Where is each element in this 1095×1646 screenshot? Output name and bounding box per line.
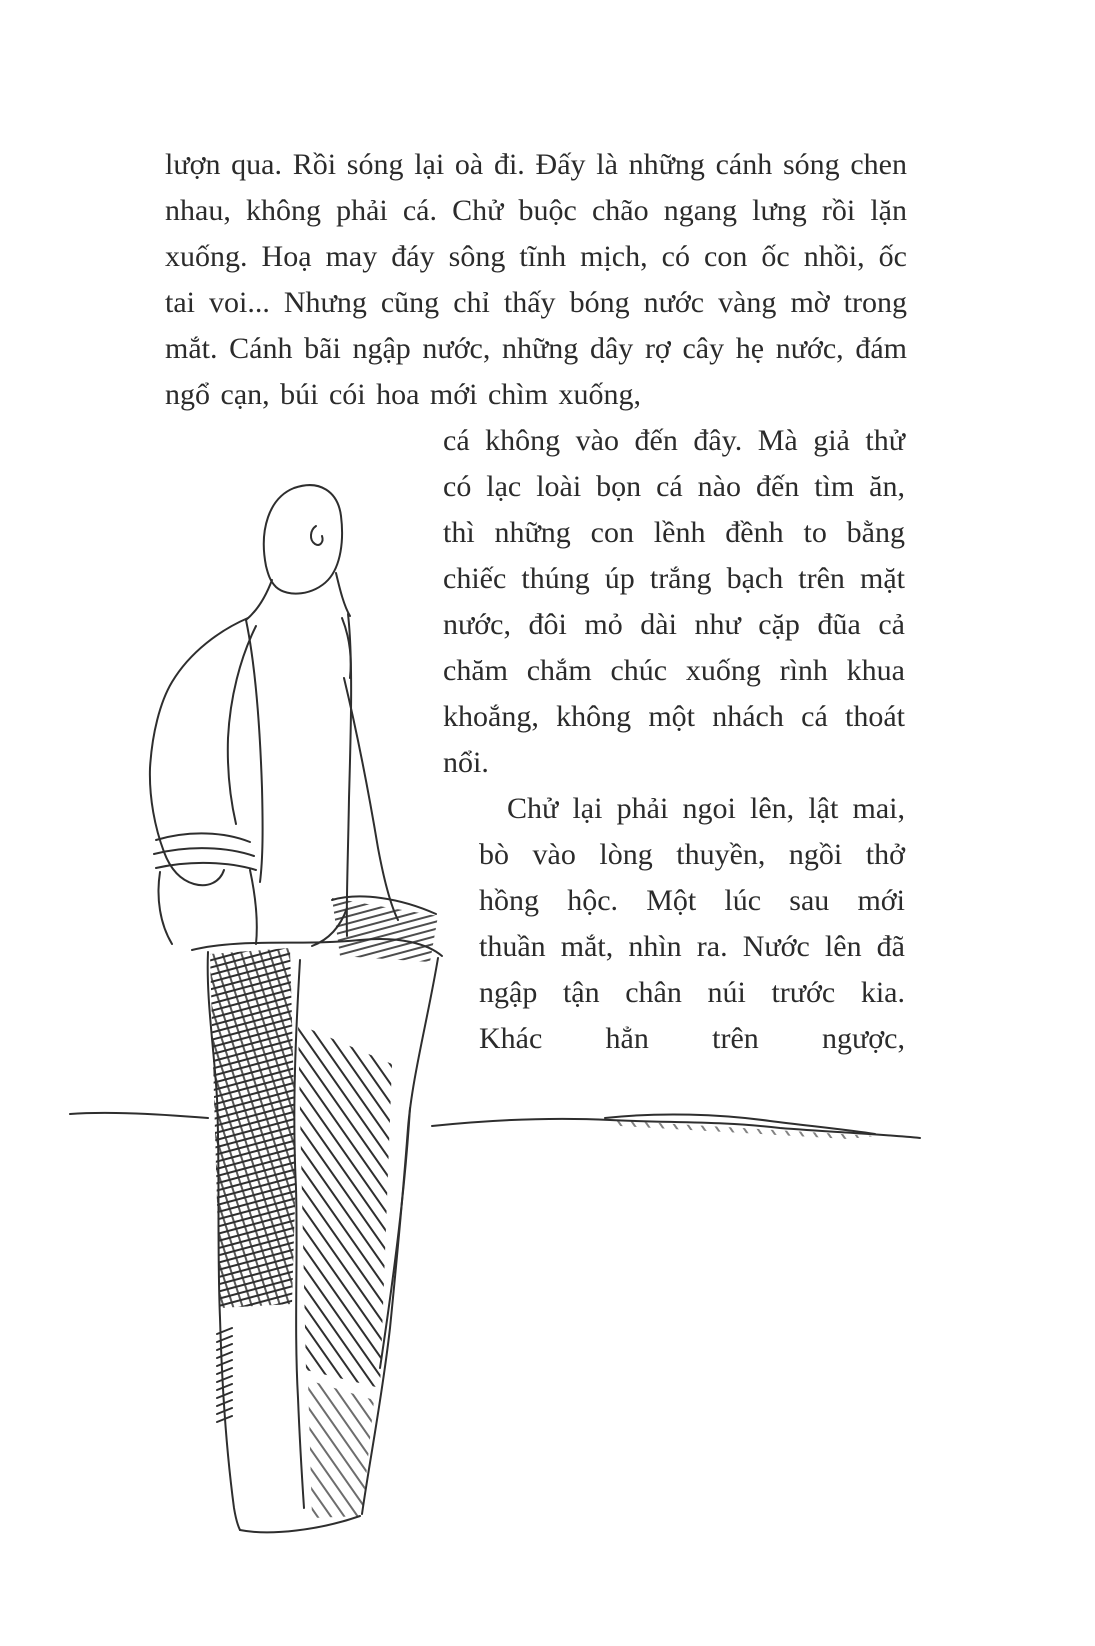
rock xyxy=(192,939,442,1532)
paragraph-2: Chử lại phải ngoi lên, lật mai, bò vào lòng thuyền, ngồi thở hồng hộc. Một lúc sau mới thuần mắt, nhìn ra. Nước lên đã ngập tận chân núi trước kia. Khác hẳn trên ngược, xyxy=(479,792,905,1055)
crouching-figure xyxy=(150,485,438,962)
paragraph-1-wrapped: cá không vào đến đây. Mà giả thử có lạc loài bọn cá nào đến tìm ăn, thì những con lềnh đềnh to bằng chiếc thúng úp trắng bạch trên mặt nước, đôi mỏ dài như cặp đũa cả chăm chắm chúc xuống rình khua khoắng, không một nhách cá thoát nổi. xyxy=(443,424,905,779)
paragraph-1-top: lượn qua. Rồi sóng lại oà đi. Đấy là những cánh sóng chen nhau, không phải cá. Chử buộc chão ngang lưng rồi lặn xuống. Hoạ may đáy sông tĩnh mịch, có con ốc nhồi, ốc tai voi... Nhưng cũng chỉ thấy bóng nước vàng mờ trong mắt. Cánh bãi ngập nước, những dây rợ cây hẹ nước, đám ngổ cạn, búi cói hoa mới chìm xuống, xyxy=(165,148,907,411)
ear-mark xyxy=(311,526,323,545)
wrapped-text-column xyxy=(443,418,905,1062)
horizon-line xyxy=(70,1113,920,1139)
